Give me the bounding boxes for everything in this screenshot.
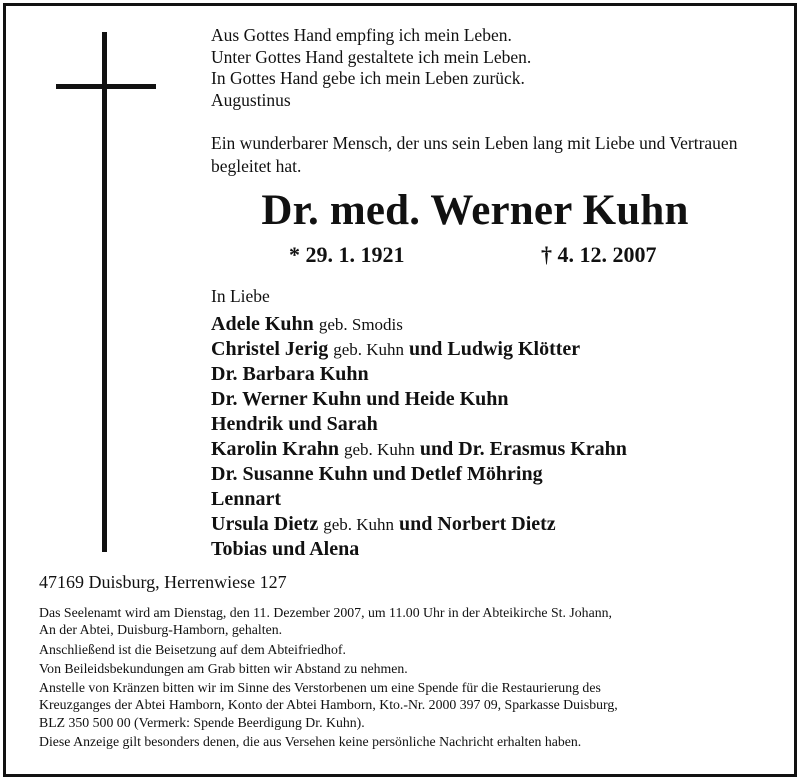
in-liebe-label: In Liebe [211, 286, 270, 306]
member-name: Karolin Krahn [211, 438, 339, 460]
member-name: Tobias und Alena [211, 538, 360, 560]
family-member [211, 387, 627, 412]
family-member [211, 487, 627, 512]
cross-crossbar [56, 84, 156, 89]
poem-line: Aus Gottes Hand empfing ich mein Leben. [211, 25, 512, 45]
member-name: Ursula Dietz [211, 513, 319, 535]
note-line: Anstelle von Kränzen bitten wir im Sinne des Verstorbenen um eine Spende für die Restaurierung des [39, 680, 601, 696]
member-partner: und Norbert Dietz [399, 513, 556, 535]
family-member [211, 462, 627, 487]
member-partner: und Ludwig Klötter [409, 338, 581, 360]
member-name: Christel Jerig [211, 338, 329, 360]
family-member [211, 412, 627, 437]
family-member [211, 337, 627, 362]
family-member [211, 362, 627, 387]
member-maiden-name: geb. Kuhn [344, 440, 415, 459]
poem-author: Augustinus [211, 89, 291, 110]
poem [211, 25, 531, 111]
note-line: Von Beileidsbekundungen am Grab bitten wir Abstand zu nehmen. [39, 660, 408, 676]
cross-symbol [102, 32, 107, 552]
note-line: Anschließend ist die Beisetzung auf dem Abteifriedhof. [39, 641, 346, 657]
poem-line: Unter Gottes Hand gestaltete ich mein Leben. [211, 46, 532, 67]
member-maiden-name: geb. Smodis [318, 315, 403, 334]
note-line: An der Abtei, Duisburg-Hamborn, gehalten. [39, 622, 283, 638]
obituary-notice [3, 3, 797, 777]
address: 47169 Duisburg, Herrenwiese 127 [39, 572, 287, 592]
member-name: Adele Kuhn [211, 313, 314, 335]
member-partner: und Dr. Erasmus Krahn [419, 438, 627, 460]
family-member [211, 512, 627, 537]
member-name: Dr. Werner Kuhn und Heide Kuhn [211, 388, 509, 410]
funeral-notes [39, 604, 774, 750]
deceased-name: Dr. med. Werner Kuhn [261, 187, 689, 234]
member-name: Dr. Barbara Kuhn [211, 363, 369, 385]
member-name: Dr. Susanne Kuhn und Detlef Möhring [211, 463, 543, 485]
poem-line: In Gottes Hand gebe ich mein Leben zurück. [211, 68, 525, 88]
death-date: † 4. 12. 2007 [541, 242, 657, 267]
member-maiden-name: geb. Kuhn [323, 515, 395, 534]
family-member [211, 537, 627, 562]
member-name: Hendrik und Sarah [211, 413, 378, 435]
note-line: Diese Anzeige gilt besonders denen, die aus Versehen keine persönliche Nachricht erhalten haben. [39, 734, 582, 750]
member-name: Lennart [211, 488, 281, 510]
dedication-text: Ein wunderbarer Mensch, der uns sein Leben lang mit Liebe und Vertrauen begleitet hat. [211, 133, 738, 176]
note-line: Kreuzganges der Abtei Hamborn, Konto der Abtei Hamborn, Kto.-Nr. 2000 397 09, Sparkasse Duisburg, [39, 697, 618, 713]
family-list [211, 312, 627, 562]
family-member [211, 312, 627, 337]
member-maiden-name: geb. Kuhn [333, 340, 405, 359]
note-line: BLZ 350 500 00 (Vermerk: Spende Beerdigung Dr. Kuhn). [39, 714, 365, 730]
note-line: Das Seelenamt wird am Dienstag, den 11. Dezember 2007, um 11.00 Uhr in der Abteikirche St. Johann, [39, 605, 612, 620]
birth-date: * 29. 1. 1921 [289, 242, 405, 267]
family-member [211, 437, 627, 462]
